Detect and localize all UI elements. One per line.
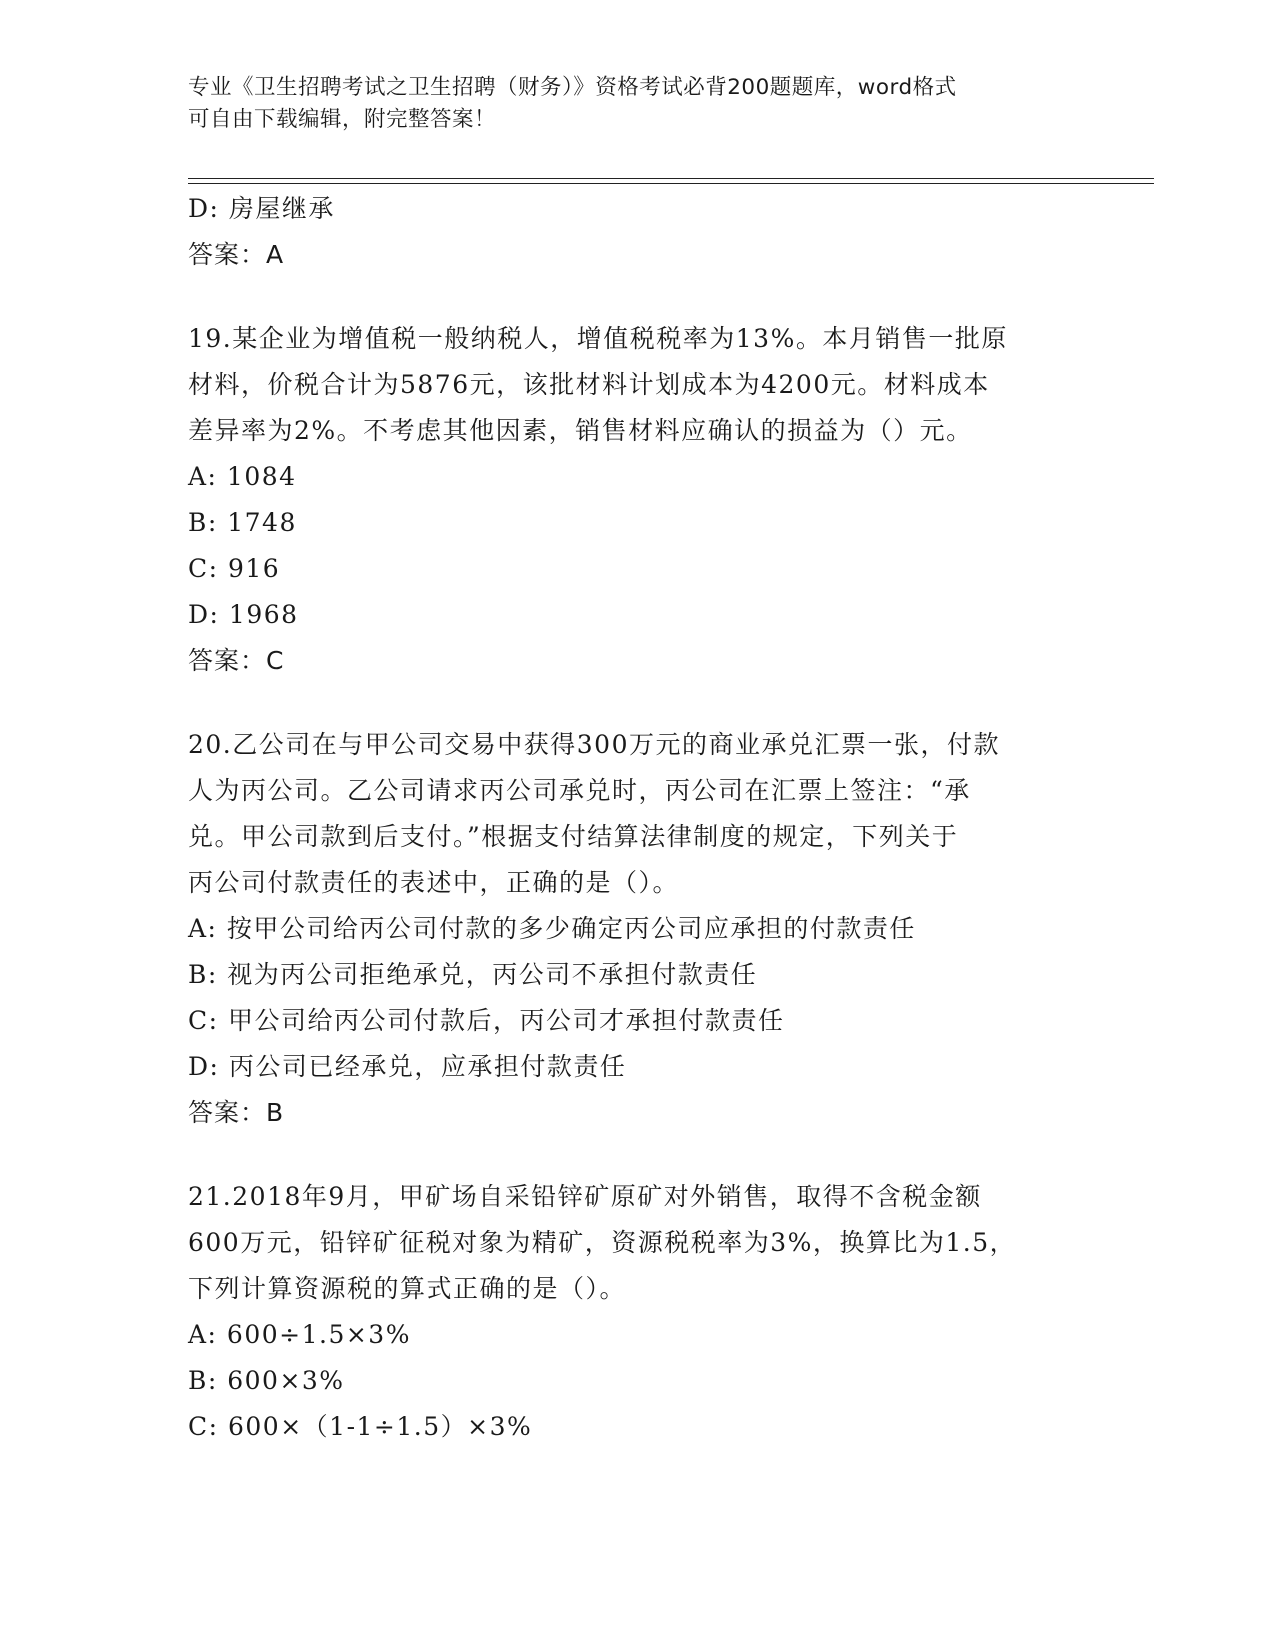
header-line-2: 可自由下载编辑，附完整答案！: [188, 107, 497, 132]
option-b: B: 600×3%: [188, 1366, 345, 1395]
option-c: C: 甲公司给丙公司付款后，丙公司才承担付款责任: [188, 1006, 785, 1035]
header-line-1: 专业《卫生招聘考试之卫生招聘（财务）》资格考试必背200题题库，word格式: [188, 75, 957, 100]
answer: 答案：C: [188, 646, 285, 675]
question-line: 丙公司付款责任的表述中，正确的是（）。: [188, 868, 680, 897]
question-line: 差异率为2%。不考虑其他因素，销售材料应确认的损益为（）元。: [188, 416, 973, 445]
option-d: D: 1968: [188, 600, 299, 629]
question-line: 21.2018年9月，甲矿场自采铅锌矿原矿对外销售，取得不含税金额: [188, 1182, 982, 1211]
question-text: [188, 316, 1068, 454]
question-text: [188, 722, 1068, 906]
question-line: 人为丙公司。乙公司请求丙公司承兑时，丙公司在汇票上签注：“承: [188, 776, 971, 805]
option-c: C: 916: [188, 554, 281, 583]
question-line: 20.乙公司在与甲公司交易中获得300万元的商业承兑汇票一张，付款: [188, 730, 1000, 759]
question-text: [188, 1174, 1068, 1312]
option-b: B: 1748: [188, 508, 297, 537]
question-line: 600万元，铅锌矿征税对象为精矿，资源税税率为3%，换算比为1.5，: [188, 1228, 1017, 1257]
answer: 答案：B: [188, 1098, 285, 1127]
question-21: [188, 1174, 1068, 1450]
option-d: D: 房屋继承: [188, 194, 335, 223]
previous-question-tail: [188, 186, 1068, 278]
option-a: A: 600÷1.5×3%: [188, 1320, 411, 1349]
document-body: [188, 186, 1068, 1450]
option-a: A: 1084: [188, 462, 297, 491]
question-19: [188, 316, 1068, 684]
question-line: 19.某企业为增值税一般纳税人，增值税税率为13%。本月销售一批原: [188, 324, 1008, 353]
option-d: D: 丙公司已经承兑，应承担付款责任: [188, 1052, 627, 1081]
question-20: [188, 722, 1068, 1136]
question-line: 兑。甲公司款到后支付。”根据支付结算法律制度的规定，下列关于: [188, 822, 959, 851]
answer: 答案：A: [188, 240, 285, 269]
question-line: 下列计算资源税的算式正确的是（）。: [188, 1274, 627, 1303]
option-b: B: 视为丙公司拒绝承兑，丙公司不承担付款责任: [188, 960, 758, 989]
question-line: 材料，价税合计为5876元，该批材料计划成本为4200元。材料成本: [188, 370, 990, 399]
option-a: A: 按甲公司给丙公司付款的多少确定丙公司应承担的付款责任: [188, 914, 916, 943]
option-c: C: 600×（1-1÷1.5）×3%: [188, 1412, 533, 1441]
header-divider: [188, 178, 1154, 184]
page-header: [188, 72, 1068, 136]
